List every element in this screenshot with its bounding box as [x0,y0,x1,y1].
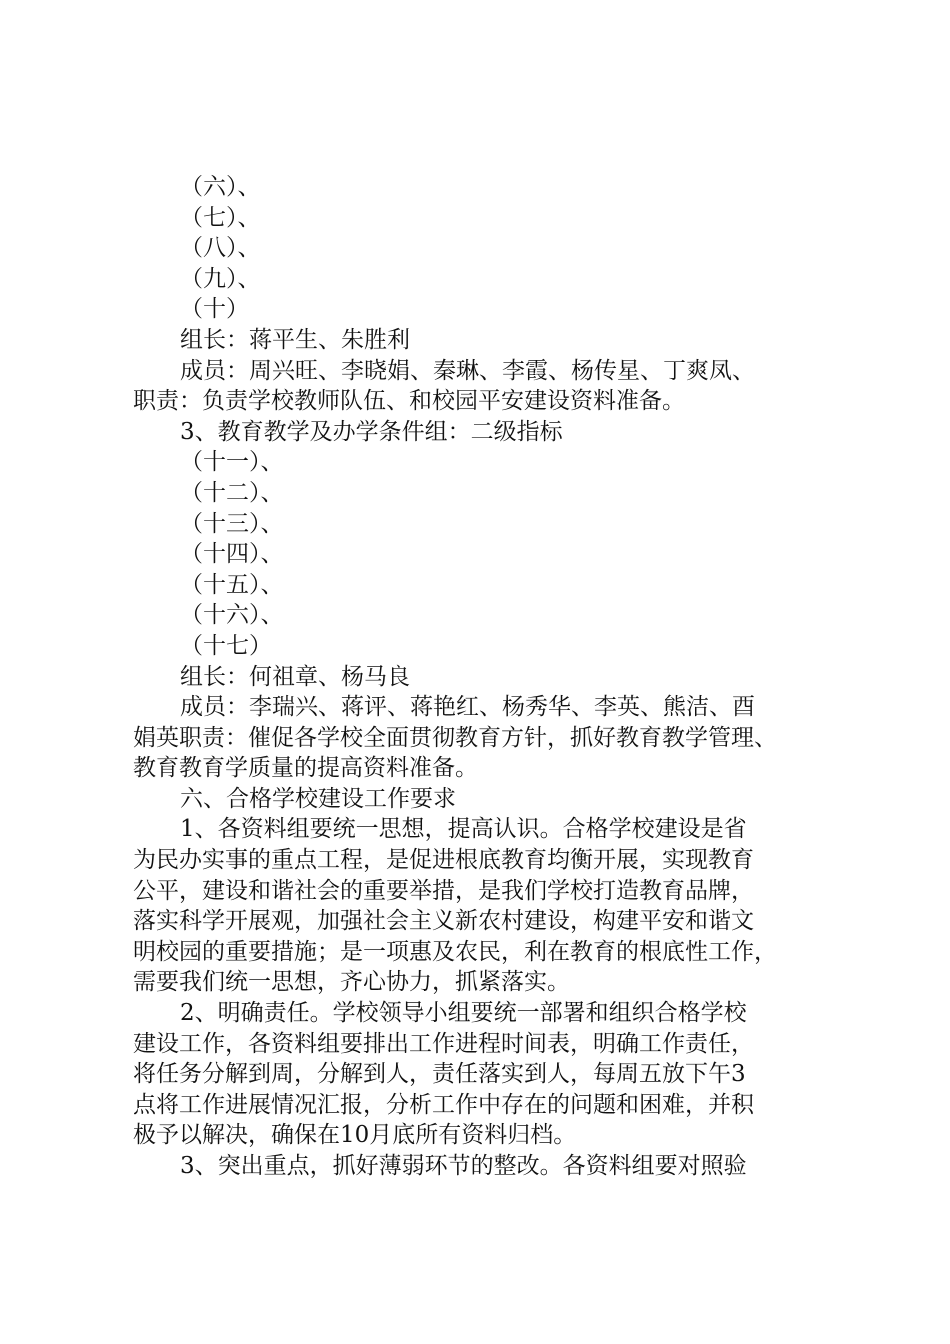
paragraph-line: 3、突出重点，抓好薄弱环节的整改。各资料组要对照验 [180,1153,747,1179]
paragraph-line: 点将工作进展情况汇报，分析工作中存在的问题和困难，并积 [133,1091,754,1118]
text-line: （十一）、 [180,449,284,476]
group-members-line: 成员：周兴旺、李晓娟、秦琳、李霞、杨传星、丁爽凤、 [180,357,755,384]
paragraph-line: 将任务分解到周，分解到人，责任落实到人，每周五放下午3 [133,1061,746,1088]
group-leader-line: 组长：蒋平生、朱胜利 [180,326,410,353]
section-heading: 3、教育教学及办学条件组：二级指标 [180,418,563,445]
document-body [133,172,833,1182]
paragraph-line: 1、各资料组要统一思想，提高认识。合格学校建设是省 [180,816,747,843]
text-line: （六）、 [180,174,261,200]
text-line: （十五）、 [180,571,284,598]
paragraph-line: 建设工作，各资料组要排出工作进程时间表，明确工作责任， [133,1030,754,1057]
section-heading: 六、合格学校建设工作要求 [180,785,456,812]
group-leader-line: 组长：何祖章、杨马良 [180,663,410,690]
group-members-line: 成员：李瑞兴、蒋评、蒋艳红、杨秀华、李英、熊洁、酉 [180,694,755,721]
text-line: 教育教育学质量的提高资料准备。 [133,755,478,782]
text-line: （七）、 [180,204,261,231]
text-line: （八）、 [180,235,261,262]
paragraph-line: 为民办实事的重点工程，是促进根底教育均衡开展，实现教育 [133,847,754,874]
text-line: （十七） [180,632,272,659]
text-line: （十二）、 [180,479,284,506]
paragraph-line: 明校园的重要措施；是一项惠及农民，利在教育的根底性工作， [133,938,777,965]
paragraph-line: 落实科学开展观，加强社会主义新农村建设，构建平安和谐文 [133,908,754,935]
paragraph-line: 需要我们统一思想，齐心协力，抓紧落实。 [133,969,570,996]
paragraph-line: 2、明确责任。学校领导小组要统一部署和组织合格学校 [180,1000,747,1027]
group-duty-line: 娟英职责：催促各学校全面贯彻教育方针，抓好教育教学管理、 [133,724,777,751]
text-line: （十三）、 [180,510,284,537]
paragraph-line: 极予以解决，确保在10月底所有资料归档。 [133,1122,577,1149]
paragraph-line: 公平，建设和谐社会的重要举措，是我们学校打造教育品牌， [133,877,754,904]
text-line: （十六）、 [180,602,284,629]
text-line: （九）、 [180,265,261,292]
text-line: （十四）、 [180,541,284,568]
group-duty-line: 职责：负责学校教师队伍、和校园平安建设资料准备。 [133,388,685,415]
text-line: （十） [180,296,249,323]
